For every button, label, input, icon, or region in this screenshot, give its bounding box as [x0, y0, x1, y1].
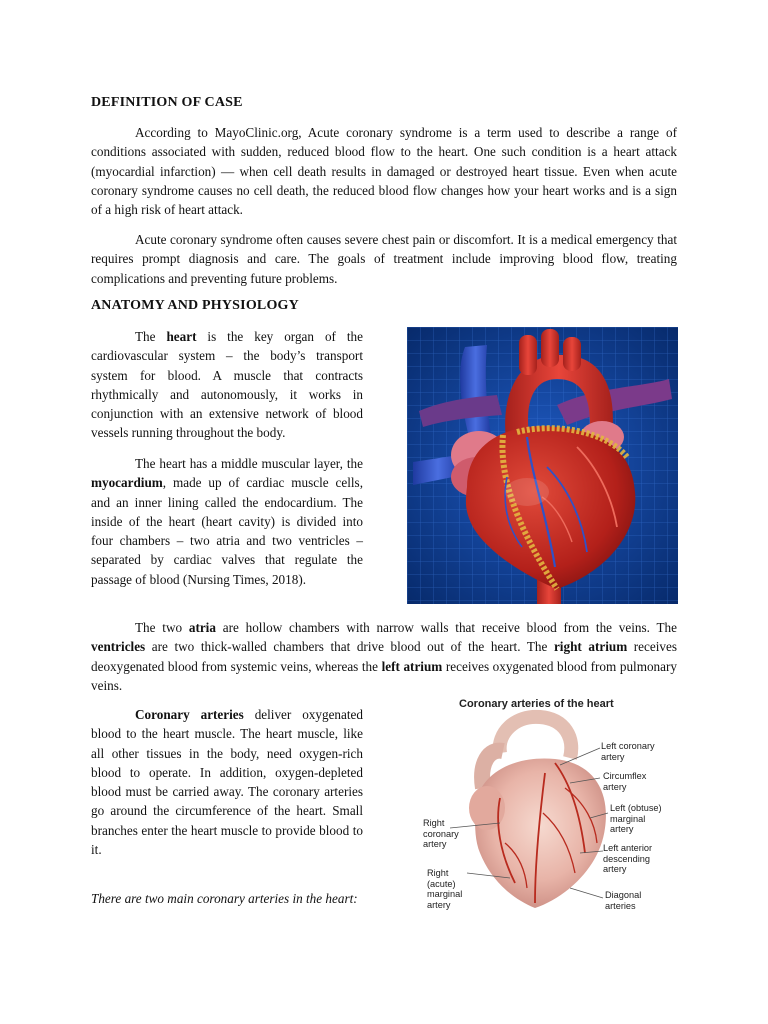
figure-title: Coronary arteries of the heart	[459, 698, 614, 710]
paragraph-myocardium: The heart has a middle muscular layer, the myocardium, made up of cardiac muscle cells, and an inner lining called the endocardium. The inside of the heart (heart cavity) is divided into four chambers – two atria and two ventricles – separated by cardiac valves that regulate the passage of blood (Nursing Times, 2018).	[91, 456, 363, 587]
paragraph-chambers: The two atria are hollow chambers with narrow walls that receive blood from the veins. The ventricles are two thick-walled chambers that drive blood out of the heart. The right atrium receives deoxygenated blood from systemic veins, whereas the left atrium receives oxygenated blood from pulmonary veins.	[91, 620, 677, 693]
paragraph-definition-2: Acute coronary syndrome often causes severe chest pain or discomfort. It is a medical emergency that requires prompt diagnosis and care. The goals of treatment include improving blood flow, treating complications and preventing future problems.	[91, 232, 677, 286]
paragraph-definition-1: According to MayoClinic.org, Acute coronary syndrome is a term used to describe a range of conditions associated with sudden, reduced blood flow to the heart. One such condition is a heart attack (myocardial infarction) — when cell death results in damaged or destroyed heart tissue. Even when acute coronary syndrome causes no cell death, the reduced blood flow changes how your heart works and is a sign of a high risk of heart attack.	[91, 125, 677, 218]
label-circumflex-artery: Circumflex artery	[603, 771, 647, 792]
heart-illustration	[407, 327, 678, 604]
label-left-coronary-artery: Left coronary artery	[601, 741, 655, 762]
term-myocardium: myocardium	[91, 475, 163, 491]
label-right-coronary-artery: Right coronary artery	[423, 818, 459, 849]
term-heart: heart	[166, 329, 197, 344]
heading-definition: DEFINITION OF CASE	[91, 95, 243, 110]
heart-illustration-svg	[407, 327, 678, 604]
label-left-obtuse-marginal-artery: Left (obtuse) marginal artery	[610, 803, 662, 834]
coronary-arteries-figure	[405, 693, 680, 918]
label-right-acute-marginal-artery: Right (acute) marginal artery	[427, 868, 463, 910]
paragraph-heart: The heart is the key organ of the cardiovascular system – the body’s transport system for blood. A muscle that contracts rhythmically and autonomously, it works in conjunction with an extensive network of blood vessels running throughout the body.	[91, 329, 363, 441]
term-ventricles: ventricles	[91, 639, 146, 655]
label-left-anterior-descending-artery: Left anterior descending artery	[603, 843, 653, 874]
paragraph-coronary: Coronary arteries deliver oxygenated blood to the heart muscle. The heart muscle, like all other tissues in the body, need oxygen-rich blood to operate. In addition, oxygen-depleted blood must be carried away. The coronary arteries go around the circumference of the heart. Small branches enter the heart muscle to provide blood to it.	[91, 707, 363, 858]
term-right-atrium: right atrium	[553, 639, 628, 655]
label-diagonal-arteries: Diagonal arteries	[605, 890, 642, 911]
paragraph-two-main: There are two main coronary arteries in the heart:	[91, 891, 358, 906]
term-atria: atria	[188, 620, 216, 635]
heading-anatomy: ANATOMY AND PHYSIOLOGY	[91, 298, 299, 313]
term-left-atrium: left atrium	[381, 658, 443, 674]
term-coronary-arteries: Coronary arteries	[135, 707, 244, 722]
